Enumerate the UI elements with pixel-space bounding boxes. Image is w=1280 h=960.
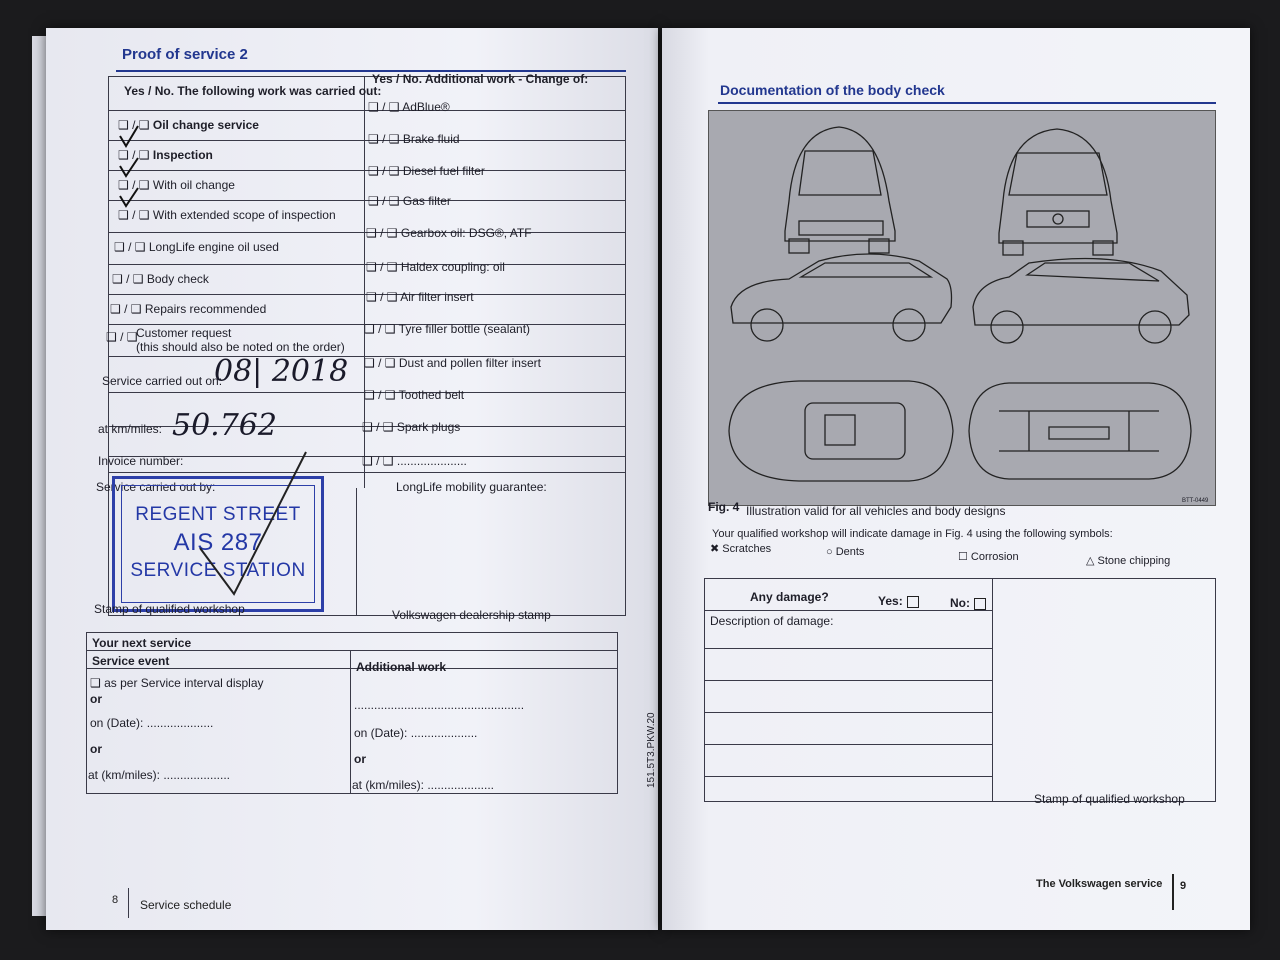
or-label: or	[90, 692, 102, 706]
column-divider	[350, 650, 351, 794]
additional-work-header: Additional work	[356, 660, 446, 674]
column-divider	[992, 578, 993, 802]
km-label: at km/miles:	[98, 422, 163, 436]
stamp-qualified-label: Stamp of qualified workshop	[94, 602, 245, 616]
left-page	[46, 28, 658, 930]
stamp-line: SERVICE STATION	[130, 560, 306, 581]
stamp-qualified-label: Stamp of qualified workshop	[1034, 792, 1185, 806]
footer-section: The Volkswagen service	[1036, 878, 1163, 890]
symbol-dents: ○ Dents	[826, 546, 865, 558]
additional-item[interactable]: ❑ / ❑ Brake fluid	[368, 132, 460, 146]
service-by-label: Service carried out by:	[96, 480, 216, 494]
yes-no-box[interactable]: ❑ / ❑ Body check	[112, 272, 209, 286]
work-item: Body check	[146, 272, 209, 286]
checkbox-icon	[974, 598, 986, 610]
stamp-divider	[356, 488, 357, 616]
invoice-label: Invoice number:	[98, 454, 184, 468]
work-item: Oil change service	[152, 118, 259, 132]
additional-item[interactable]: ❑ / ❑ Gas filter	[368, 194, 451, 208]
on-date-field[interactable]: on (Date): ....................	[354, 726, 478, 740]
yes-no-box[interactable]: ❑ / ❑	[106, 330, 138, 344]
interval-option[interactable]: ❑ as per Service interval display	[90, 676, 264, 690]
work-item: Customer request	[136, 326, 232, 340]
additional-item[interactable]: ❑ / ❑ AdBlue®	[368, 100, 450, 114]
vehicle-illustration	[708, 110, 1216, 506]
work-item: Repairs recommended	[144, 302, 267, 316]
next-service-title: Your next service	[92, 636, 192, 650]
side-code: 151.5T3.PKW.20	[646, 712, 657, 788]
or-label: or	[354, 752, 366, 766]
additional-item[interactable]: ❑ / ❑ Spark plugs	[362, 420, 461, 434]
symbols-intro: Your qualified workshop will indicate damage in Fig. 4 using the following symbols:	[712, 528, 1113, 540]
yes-no-box[interactable]: ❑ / ❑ Repairs recommended	[110, 302, 267, 316]
page-title: Documentation of the body check	[720, 82, 945, 98]
row-line	[704, 648, 992, 649]
row-line	[86, 668, 618, 669]
handwritten-km: 50.762	[172, 408, 277, 443]
row-line	[108, 140, 626, 141]
additional-item[interactable]: ❑ / ❑ Diesel fuel filter	[368, 164, 485, 178]
service-event-header: Service event	[92, 654, 170, 668]
longlife-label: LongLife mobility guarantee:	[396, 480, 547, 494]
at-km-field[interactable]: at (km/miles): ....................	[352, 778, 495, 792]
title-rule	[718, 102, 1216, 104]
yes-no-box[interactable]: ❑ / ❑ Oil change service	[118, 118, 259, 132]
right-page	[662, 28, 1250, 930]
yes-no-box[interactable]: ❑ / ❑ Inspection	[118, 148, 213, 162]
stamp-line: AIS 287	[173, 529, 263, 556]
service-date-label: Service carried out on:	[102, 374, 223, 388]
row-line	[704, 712, 992, 713]
work-item: LongLife engine oil used	[148, 240, 279, 254]
yes-no-box[interactable]: ❑ / ❑ With extended scope of inspection	[118, 208, 336, 222]
section-name: Service schedule	[140, 898, 232, 912]
damage-table	[704, 578, 1216, 802]
row-line	[704, 744, 992, 745]
additional-item[interactable]: ❑ / ❑ Tyre filler bottle (sealant)	[364, 322, 531, 336]
check-marks	[116, 108, 156, 208]
work-item: With extended scope of inspection	[152, 208, 336, 222]
at-km-field[interactable]: at (km/miles): ....................	[88, 768, 231, 782]
row-line	[108, 472, 626, 473]
no-checkbox[interactable]: No:	[950, 596, 986, 610]
row-line	[108, 110, 626, 111]
dealer-stamp-label: Volkswagen dealership stamp	[392, 608, 551, 622]
stamp-line: REGENT STREET	[135, 504, 301, 525]
additional-item[interactable]: ❑ / ❑ Haldex coupling: oil	[366, 260, 505, 274]
symbol-corrosion: ☐ Corrosion	[958, 551, 1019, 563]
additional-item[interactable]: ❑ / ❑ Toothed belt	[364, 388, 465, 402]
additional-item[interactable]: ❑ / ❑ .....................	[362, 454, 467, 468]
yes-checkbox[interactable]: Yes:	[878, 594, 919, 608]
additional-item[interactable]: ❑ / ❑ Air filter insert	[366, 290, 474, 304]
row-line	[108, 200, 626, 201]
or-label: or	[90, 742, 102, 756]
footer-rule	[128, 888, 129, 918]
page-number: 9	[1180, 880, 1187, 892]
row-line	[704, 610, 992, 611]
row-line	[704, 776, 992, 777]
row-line	[704, 680, 992, 681]
page-number: 8	[112, 894, 119, 906]
on-date-field[interactable]: on (Date): ....................	[90, 716, 214, 730]
symbol-stone-chipping: △ Stone chipping	[1086, 555, 1171, 567]
col1-header: Yes / No. The following work was carried out:	[124, 84, 382, 98]
car-outlines	[709, 111, 1215, 505]
handwritten-date: 08| 2018	[214, 354, 349, 389]
description-label: Description of damage:	[710, 614, 834, 628]
figure-label: Fig. 4	[708, 500, 740, 514]
yes-no-box[interactable]: ❑ / ❑ With oil change	[118, 178, 235, 192]
any-damage-label: Any damage?	[750, 590, 829, 604]
checkbox-icon	[907, 596, 919, 608]
row-line	[86, 650, 618, 651]
work-item: With oil change	[152, 178, 235, 192]
yes-no-box[interactable]: ❑ / ❑ LongLife engine oil used	[114, 240, 279, 254]
figure-code: BTT-0449	[1182, 498, 1209, 504]
signature-check	[196, 448, 316, 598]
work-item-note: (this should also be noted on the order)	[136, 340, 345, 354]
page-title: Proof of service 2	[122, 46, 248, 63]
col2-header: Yes / No. Additional work - Change of:	[372, 72, 589, 86]
additional-work-field[interactable]: ...................................................	[354, 698, 525, 712]
row-line	[108, 170, 626, 171]
work-item: Inspection	[152, 148, 213, 162]
symbol-scratches: ✖ Scratches	[710, 543, 772, 555]
additional-item[interactable]: ❑ / ❑ Gearbox oil: DSG®, ATF	[366, 226, 532, 240]
footer-rule	[1172, 874, 1174, 910]
additional-item[interactable]: ❑ / ❑ Dust and pollen filter insert	[364, 356, 541, 370]
figure-caption: Illustration valid for all vehicles and body designs	[746, 504, 1006, 518]
